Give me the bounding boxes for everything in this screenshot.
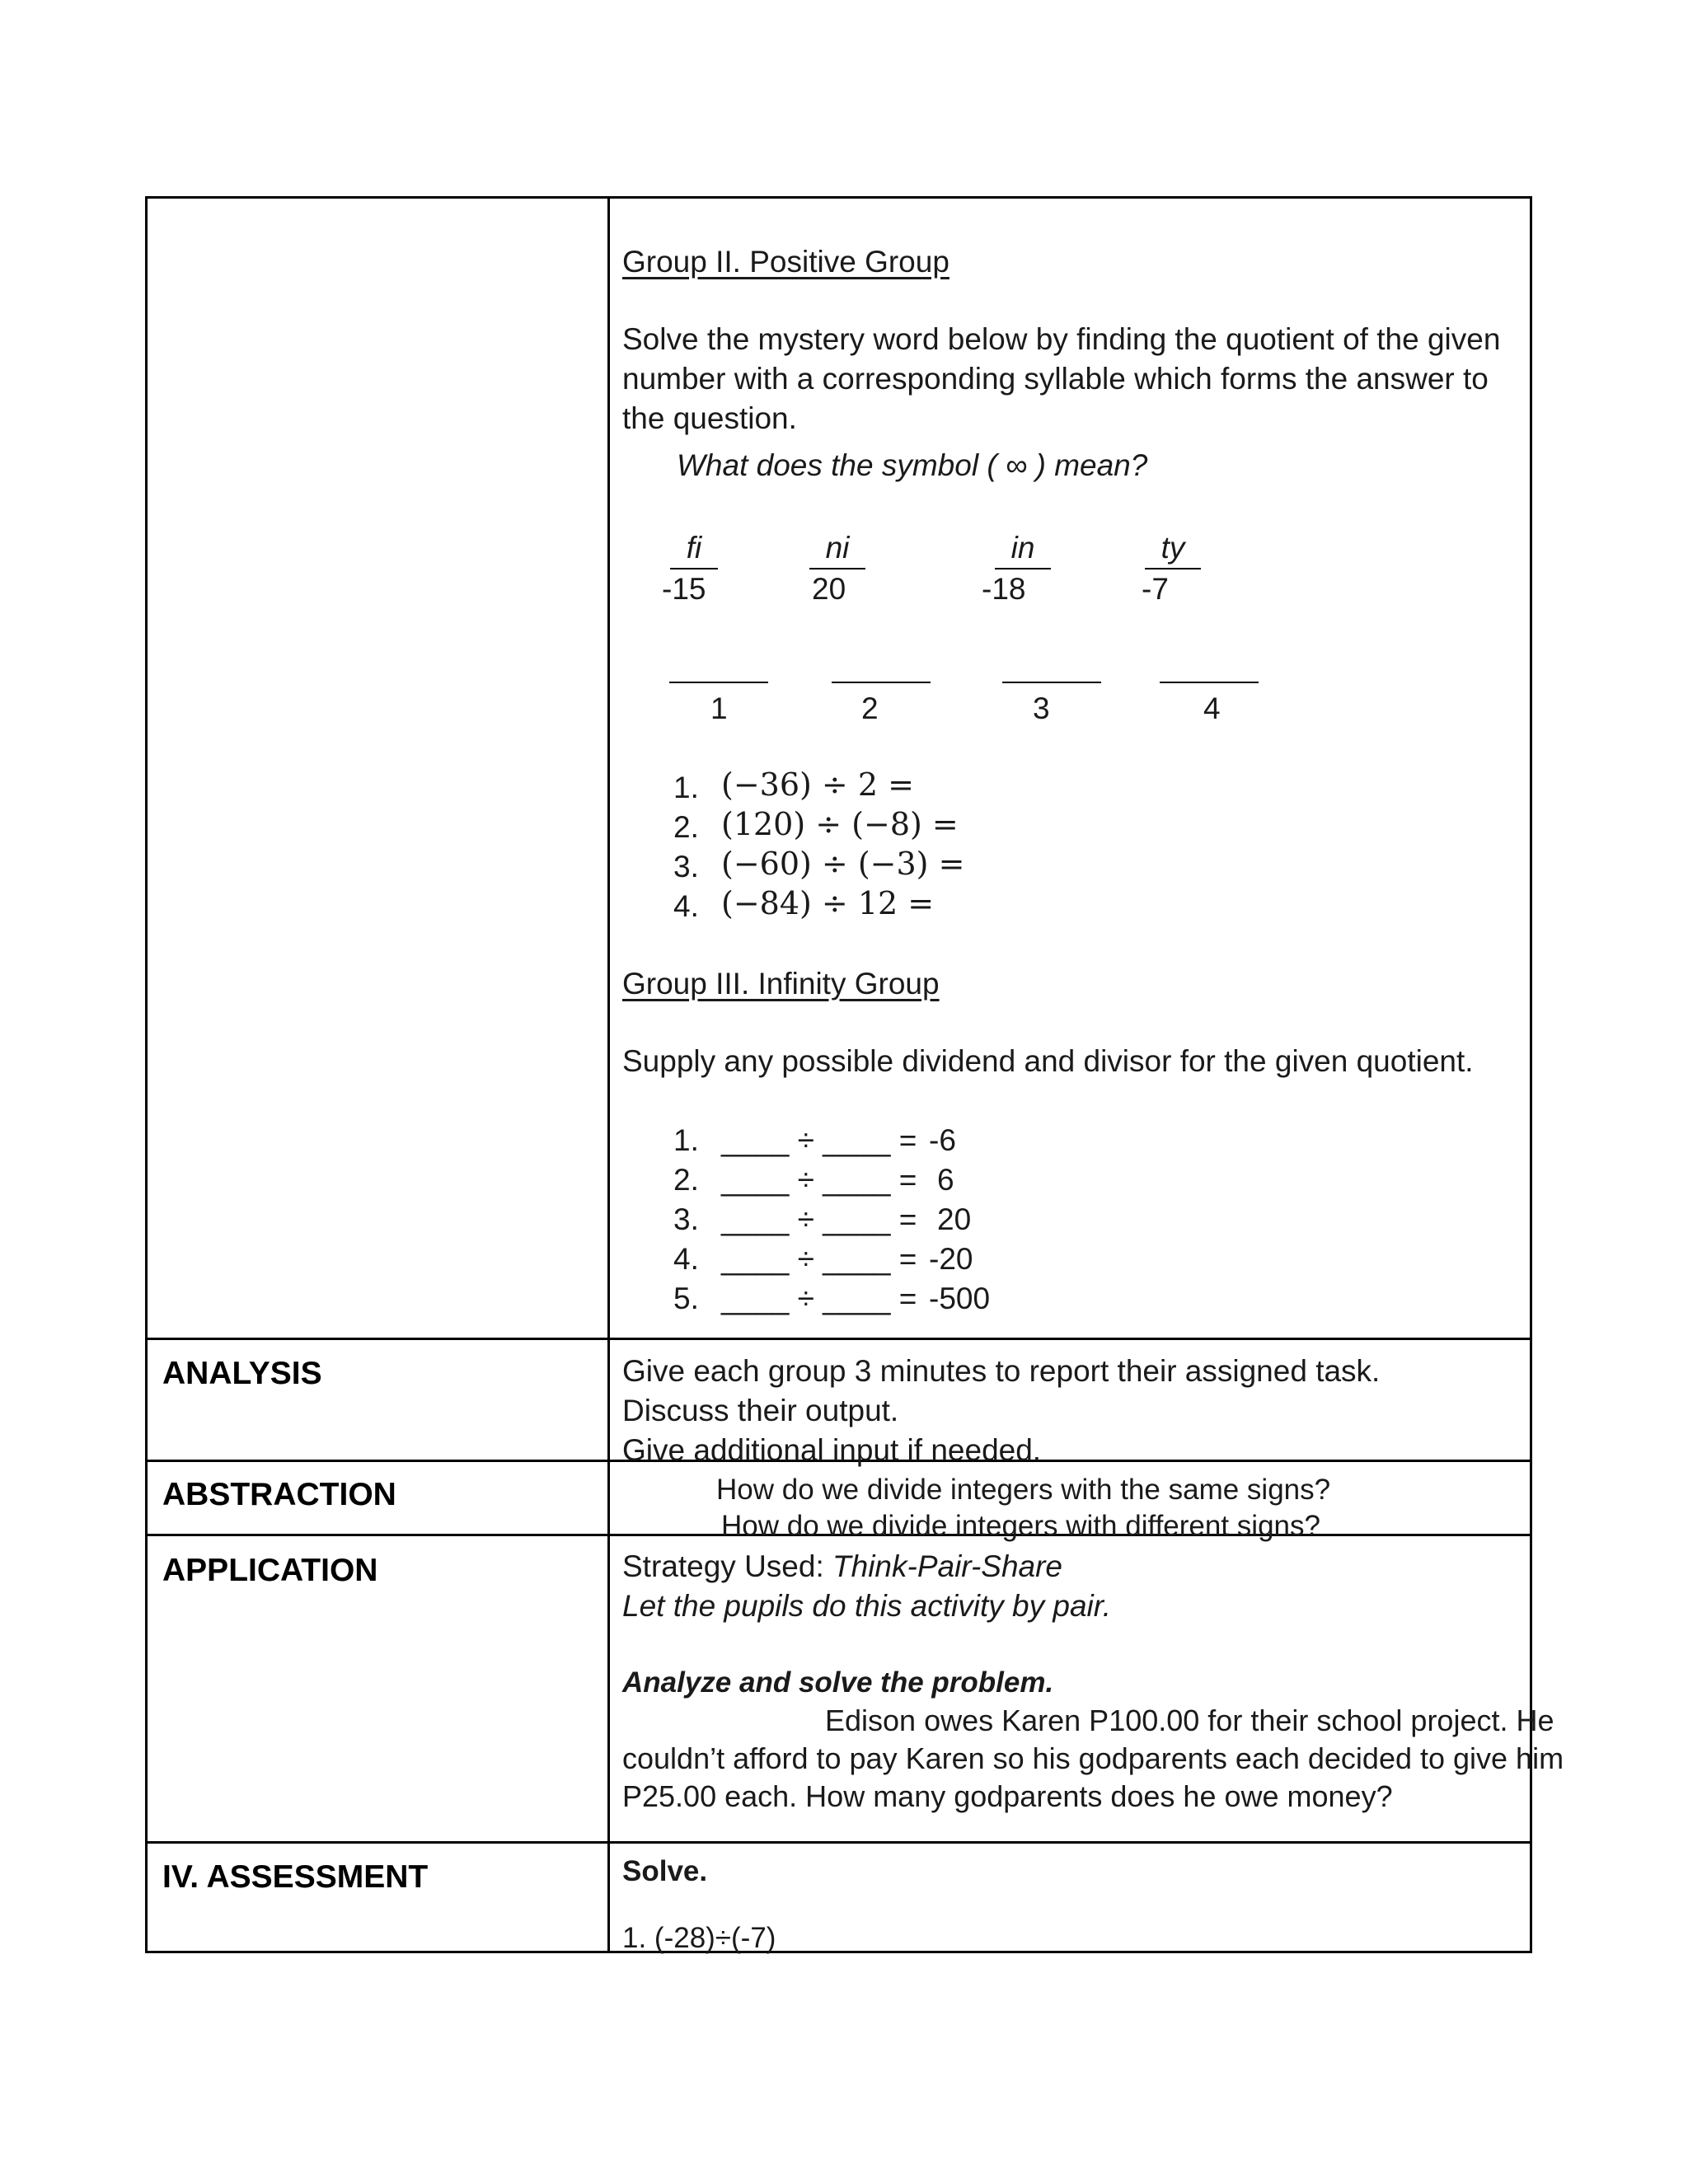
item-quotient: 6 (937, 1163, 954, 1197)
item-number: 4. (673, 1242, 699, 1276)
answer-blank (669, 682, 768, 683)
assessment-label: IV. ASSESSMENT (162, 1859, 429, 1895)
problem-number: 1. (673, 771, 699, 804)
item-quotient: -500 (929, 1282, 991, 1315)
syllable-number: -18 (982, 572, 1026, 606)
word-problem-line: Edison owes Karen P100.00 for their school project. He (825, 1704, 1554, 1737)
item-quotient: -6 (929, 1123, 956, 1157)
word-problem-line: P25.00 each. How many godparents does he owe money? (622, 1779, 1393, 1813)
answer-blank (832, 682, 931, 683)
item-equation: ____ ÷ ____ = (721, 1123, 917, 1157)
strategy-label: Strategy Used: (622, 1549, 833, 1583)
syllable: ty (1148, 531, 1198, 565)
assessment-heading: Solve. (622, 1855, 708, 1887)
blank-number: 4 (1203, 691, 1221, 725)
item-number: 2. (673, 1163, 699, 1197)
problem-expression: (−84) ÷ 12 = (721, 885, 935, 921)
syllable-number: -7 (1142, 572, 1169, 606)
group2-instruction-line1: Solve the mystery word below by finding the quotient of the given (622, 322, 1501, 356)
lesson-plan-table (145, 196, 1564, 1954)
item-equation: ____ ÷ ____ = (721, 1242, 917, 1276)
syllable: fi (673, 531, 715, 565)
blank-number: 2 (861, 691, 879, 725)
problem-expression: (−36) ÷ 2 = (721, 766, 914, 803)
analysis-line: Give each group 3 minutes to report their assigned task. (622, 1354, 1381, 1388)
item-equation: ____ ÷ ____ = (721, 1282, 917, 1315)
blank-number: 3 (1033, 691, 1050, 725)
problem-expression: (120) ÷ (−8) = (721, 806, 959, 842)
group3-heading: Group III. Infinity Group (622, 967, 940, 1001)
blank-number: 1 (710, 691, 728, 725)
problem-number: 2. (673, 810, 699, 844)
row-divider (148, 1338, 1530, 1340)
item-number: 5. (673, 1282, 699, 1315)
syllable-number: 20 (812, 572, 846, 606)
assessment-item: 1. (-28)÷(-7) (622, 1922, 776, 1954)
syllable-number: -15 (662, 572, 706, 606)
word-problem-line: couldn’t afford to pay Karen so his godparents each decided to give him (622, 1741, 1564, 1775)
strategy-value: Think-Pair-Share (832, 1549, 1062, 1583)
abstraction-label: ABSTRACTION (162, 1477, 396, 1512)
syllable: ni (813, 531, 862, 565)
item-number: 3. (673, 1202, 699, 1236)
abstraction-question: How do we divide integers with different signs? (721, 1510, 1320, 1542)
group2-instruction-line3: the question. (622, 401, 797, 435)
item-quotient: 20 (937, 1202, 972, 1236)
problem-expression: (−60) ÷ (−3) = (721, 846, 965, 882)
problem-number: 4. (673, 889, 699, 923)
syllable: in (998, 531, 1048, 565)
column-divider (607, 199, 610, 1951)
analysis-line: Discuss their output. (622, 1394, 899, 1427)
item-equation: ____ ÷ ____ = (721, 1202, 917, 1236)
item-equation: ____ ÷ ____ = (721, 1163, 917, 1197)
group2-question: What does the symbol ( ∞ ) mean? (677, 448, 1148, 482)
row-divider (148, 1841, 1530, 1844)
group2-instruction-line2: number with a corresponding syllable which forms the answer to (622, 362, 1489, 396)
strategy-line (622, 1551, 1062, 1582)
application-label: APPLICATION (162, 1553, 378, 1588)
analysis-label: ANALYSIS (162, 1356, 322, 1391)
problem-heading: Analyze and solve the problem. (622, 1666, 1054, 1699)
group2-heading: Group II. Positive Group (622, 245, 950, 279)
item-number: 1. (673, 1123, 699, 1157)
answer-blank (1002, 682, 1101, 683)
pair-note: Let the pupils do this activity by pair. (622, 1589, 1111, 1623)
group3-instruction: Supply any possible dividend and divisor for the given quotient. (622, 1044, 1474, 1078)
answer-blank (1160, 682, 1259, 683)
item-quotient: -20 (929, 1242, 973, 1276)
problem-number: 3. (673, 850, 699, 883)
analysis-line: Give additional input if needed. (622, 1433, 1042, 1467)
abstraction-question: How do we divide integers with the same signs? (716, 1474, 1331, 1506)
